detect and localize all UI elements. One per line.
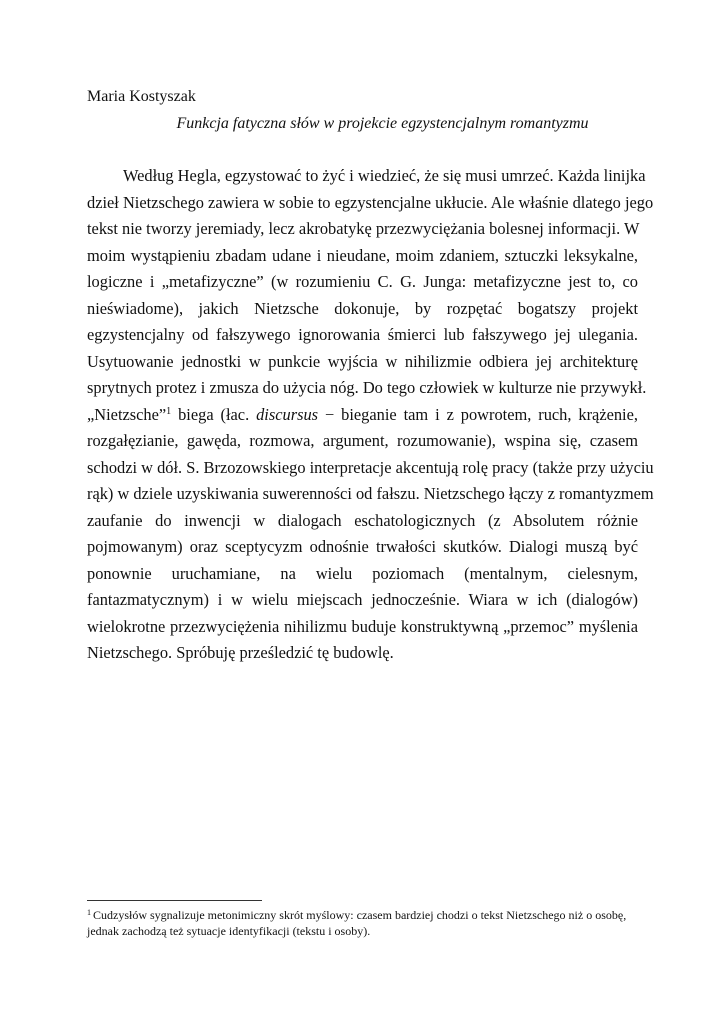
paragraph-line: wielokrotne przezwyciężenia nihilizmu buduje konstruktywną „przemoc” myślenia: [87, 616, 638, 636]
paragraph-line: sprytnych protez i zmusza do użycia nóg. Do tego człowiek w kulturze nie przywykł.: [87, 378, 647, 397]
paragraph-line: Usytuowanie jednostki w punkcie wyjścia w nihilizmie odbiera jej architekturę: [87, 351, 638, 371]
footnote: [87, 907, 647, 939]
document-title: Funkcja fatyczna słów w projekcie egzystencjalnym romantyzmu: [176, 115, 589, 132]
line-segment: − bieganie tam i z powrotem, ruch, krążenie,: [318, 404, 638, 424]
paragraph-line: rozgałęzianie, gawęda, rozmowa, argument, rozumowanie), wspina się, czasem: [87, 431, 638, 450]
paragraph-line: egzystencjalny od fałszywego ignorowania śmierci lub fałszywego jej ulegania.: [87, 325, 638, 344]
paragraph-line: schodzi w dół. S. Brzozowskiego interpretacje akcentują rolę pracy (także przy użyciu: [87, 457, 654, 477]
paragraph-line: Nietzschego. Spróbuję prześledzić tę budowlę.: [87, 643, 394, 662]
footnote-text: Cudzysłów sygnalizuje metonimiczny skrót myślowy: czasem bardziej chodzi o tekst Nietzschego niż o osobę,: [93, 908, 627, 922]
paragraph-line: Według Hegla, egzystować to żyć i wiedzieć, że się musi umrzeć. Każda linijka: [123, 166, 646, 185]
body-paragraph: [87, 163, 654, 667]
paragraph-line: logiczne i „metafizyczne” (w rozumieniu C. G. Junga: metafizyczne jest to, co: [87, 272, 638, 291]
paragraph-line: tekst nie tworzy jeremiady, lecz akrobatykę przezwyciężania bolesnej informacji. W: [87, 219, 640, 238]
paragraph-line: zaufanie do inwencji w dialogach eschatologicznych (z Absolutem różnie: [87, 510, 638, 530]
paragraph-line: pojmowanym) oraz sceptycyzm odnośnie trwałości skutków. Dialogi muszą być: [87, 537, 638, 556]
footnote-reference: 1: [166, 405, 172, 417]
latin-term: discursus: [256, 404, 319, 424]
paragraph-line: moim wystąpieniu zbadam udane i nieudane, moim zdaniem, sztuczki leksykalne,: [87, 245, 638, 265]
footnote-separator: [87, 900, 262, 901]
paragraph-line: dzieł Nietzschego zawiera w sobie to egzystencjalne ukłucie. Ale właśnie dlatego jego: [87, 192, 654, 212]
paragraph-line: ponownie uruchamiane, na wielu poziomach (mentalnym, cielesnym,: [87, 563, 638, 583]
footnote-line: jednak zachodzą też sytuacje identyfikacji (tekstu i osoby).: [87, 924, 371, 938]
author-name: Maria Kostyszak: [87, 88, 196, 105]
line-segment: biega (łac.: [171, 404, 257, 424]
footnote-line: [87, 907, 647, 923]
paragraph-line: fantazmatycznym) i w wielu miejscach jednocześnie. Wiara w ich (dialogów): [87, 590, 638, 609]
paragraph-line: rąk) w dziele uzyskiwania suwerenności od fałszu. Nietzschego łączy z romantyzmem: [87, 484, 654, 503]
paragraph-line: nieświadome), jakich Nietzsche dokonuje, by rozpętać bogatszy projekt: [87, 298, 638, 318]
quoted-nietzsche: „Nietzsche”: [87, 404, 167, 424]
paragraph-line-with-footnote: [87, 402, 638, 429]
footnote-number: 1: [87, 908, 91, 917]
